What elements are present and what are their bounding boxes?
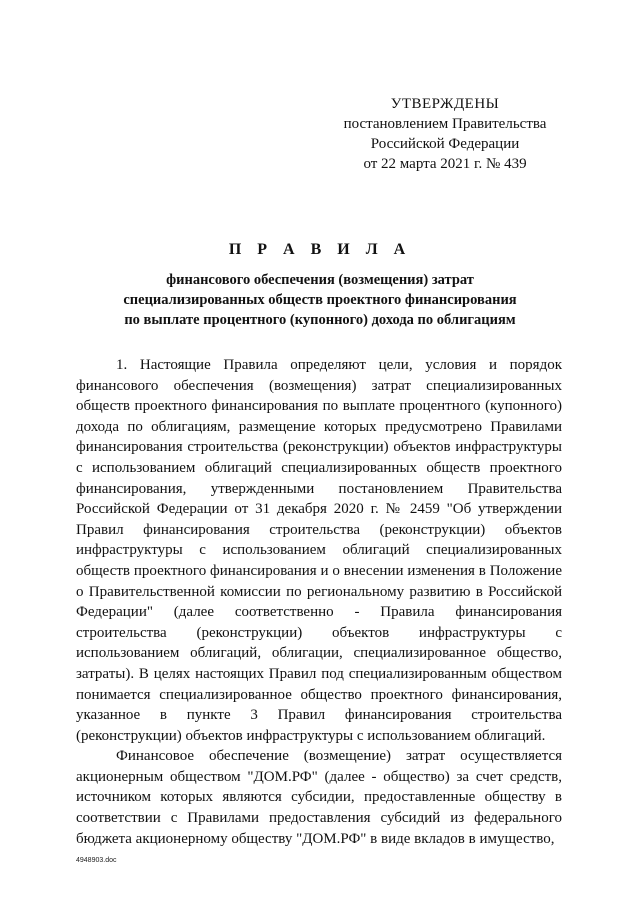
approval-government: Российской Федерации <box>370 136 520 152</box>
approval-stamp <box>330 94 560 174</box>
document-subtitle-line-3: по выплате процентного (купонного) дохода по облигациям <box>124 312 516 328</box>
approval-heading: УТВЕРЖДЕНЫ <box>390 96 500 112</box>
document-title: П Р А В И Л А <box>228 241 412 258</box>
document-title-block <box>70 240 570 330</box>
document-subtitle-line-1: финансового обеспечения (возмещения) затрат <box>166 272 474 288</box>
paragraph-2: Финансовое обеспечение (возмещение) затрат осуществляется акционерным обществом "ДОМ.РФ" (далее - общество) за счет средств, источником которых являются субсидии, предоставленные обществу в соответствии с Правилами предоставления субсидий из федерального бюджета акционерному обществу "ДОМ.РФ" в виде вкладов в имущество, <box>76 748 562 847</box>
approval-issuer: постановлением Правительства <box>343 116 547 132</box>
approval-date-number: от 22 марта 2021 г. № 439 <box>363 156 527 172</box>
document-body <box>76 355 562 849</box>
footer-file-code: 4948903.doc <box>76 857 117 864</box>
paragraph-1: 1. Настоящие Правила определяют цели, условия и порядок финансового обеспечения (возмещения) затрат специализированных обществ проектного финансирования по выплате процентного (купонного) дохода по облигациям, размещение которых предусмотрено Правилами финансирования строительства (реконструкции) объектов инфраструктуры с использованием облигаций специализированных обществ проектного финансирования, утвержденными постановлением Правительства Российской Федерации от 31 декабря 2020 г. № 2459 "Об утверждении Правил финансирования строительства (реконструкции) объектов инфраструктуры с использованием облигаций специализированных обществ проектного финансирования и о внесении изменения в Положение о Правительственной комиссии по региональному развитию в Российской Федерации" (далее соответственно - Правила финансирования строительства (реконструкции) объектов инфраструктуры с использованием облигаций, облигации, специализированное общество, затраты). В целях настоящих Правил под специализированным обществом понимается специализированное общество проектного финансирования, указанное в пункте 3 Правил финансирования строительства (реконструкции) объектов инфраструктуры с использованием облигаций. <box>76 357 562 744</box>
document-subtitle-line-2: специализированных обществ проектного финансирования <box>123 292 517 308</box>
